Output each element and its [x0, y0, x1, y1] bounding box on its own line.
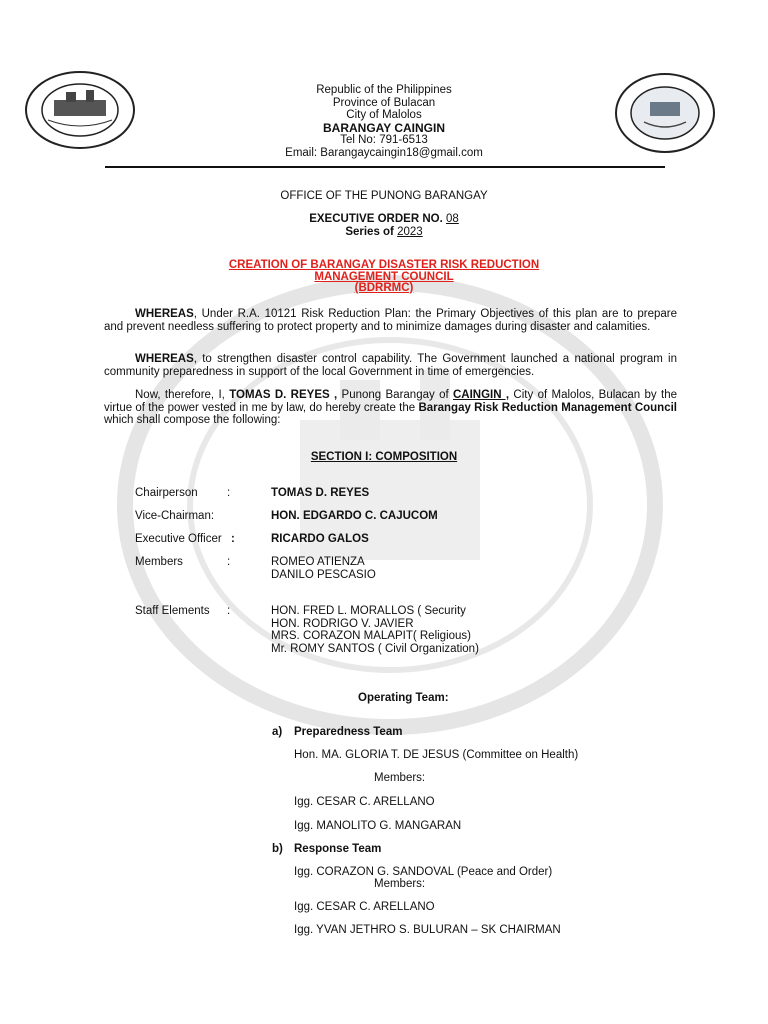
staff-member: Mr. ROMY SANTOS ( Civil Organization) [271, 642, 479, 655]
executive-officer-label: Executive Officer [135, 533, 222, 545]
vice-chairman-name: HON. EDGARDO C. CAJUCOM [271, 510, 438, 522]
section-composition-heading: SECTION I: COMPOSITION [310, 451, 458, 463]
title-line-3: (BDRRMC) [354, 282, 414, 294]
team-letter: b) [272, 843, 283, 855]
member-name: ROMEO ATIENZA [271, 556, 365, 568]
team-b-heading [272, 843, 381, 855]
series-label: Series of [345, 226, 394, 238]
whereas-keyword: WHEREAS [135, 308, 194, 320]
colon: : [231, 533, 235, 545]
staff-list [271, 605, 479, 655]
team-a-members-label: Members: [374, 772, 426, 784]
barangay-name-inline: CAINGIN , [453, 389, 510, 401]
paragraph-text: Now, therefore, I, [135, 389, 230, 401]
order-number: 08 [445, 213, 459, 225]
paragraph-text: , to strengthen disaster control capability. The Government launched a national program in community preparedness in support of the local Government in time of emergencies. [104, 353, 677, 378]
executive-order-heading [0, 213, 768, 239]
team-a-heading [272, 726, 402, 738]
order-title [0, 260, 768, 295]
team-a-member: Igg. CESAR C. ARELLANO [294, 796, 435, 808]
city-line: City of Malolos [346, 109, 422, 121]
vice-chairman-label: Vice-Chairman: [135, 510, 215, 522]
staff-member: HON. FRED L. MORALLOS ( Security [271, 605, 466, 617]
members-list [271, 556, 376, 581]
staff-member: HON. RODRIGO V. JAVIER [271, 617, 414, 630]
team-letter: a) [272, 726, 283, 738]
members-label: Members [135, 556, 183, 568]
member-name: DANILO PESCASIO [271, 568, 376, 581]
telephone-line: Tel No: 791-6513 [340, 134, 428, 146]
letterhead [0, 84, 768, 159]
chairperson-name: TOMAS D. REYES [271, 487, 370, 499]
paragraph-text: Punong Barangay of [337, 389, 453, 401]
operating-team-heading: Operating Team: [358, 692, 449, 704]
order-label: EXECUTIVE ORDER NO. [309, 213, 443, 225]
title-line-1: CREATION OF BARANGAY DISASTER RISK REDUCTION [228, 259, 540, 271]
team-b-member: Igg. CESAR C. ARELLANO [294, 901, 435, 913]
barangay-name: BARANGAY CAINGIN [322, 120, 445, 135]
staff-member: MRS. CORAZON MALAPIT( Religious) [271, 630, 472, 642]
team-a-member: Igg. MANOLITO G. MANGARAN [294, 820, 462, 832]
team-a-head: Hon. MA. GLORIA T. DE JESUS (Committee on Health) [294, 749, 579, 761]
header-divider [105, 166, 665, 168]
email-line: Email: Barangaycaingin18@gmail.com [285, 146, 483, 159]
whereas-keyword: WHEREAS [135, 353, 194, 365]
series-year: 2023 [397, 226, 423, 238]
colon: : [227, 605, 231, 617]
staff-elements-label: Staff Elements [135, 605, 210, 617]
team-b-members-label: Members: [374, 878, 426, 890]
whereas-paragraph-1 [104, 308, 677, 333]
colon: : [227, 487, 231, 499]
title-line-2: MANAGEMENT COUNCIL [314, 270, 454, 283]
executive-officer-name: RICARDO GALOS [271, 533, 369, 545]
team-b-head: Igg. CORAZON G. SANDOVAL (Peace and Order) [294, 866, 553, 878]
council-name: Barangay Risk Reduction Management Council [418, 401, 677, 414]
resolution-paragraph [104, 389, 677, 427]
colon: : [227, 556, 231, 568]
chairperson-label: Chairperson [135, 487, 198, 499]
whereas-paragraph-2 [104, 353, 677, 378]
punong-barangay-name: TOMAS D. REYES , [229, 389, 338, 401]
paragraph-text: City of Malolos, Bulacan by the virtue of the power vested in me by law, do hereby create the [104, 389, 677, 414]
paragraph-text: which shall compose the following: [104, 414, 281, 426]
republic-line: Republic of the Philippines [316, 84, 452, 96]
province-line: Province of Bulacan [332, 96, 436, 109]
team-name: Response Team [294, 843, 382, 855]
office-heading: OFFICE OF THE PUNONG BARANGAY [280, 190, 488, 202]
team-name: Preparedness Team [294, 726, 403, 738]
paragraph-text: , Under R.A. 10121 Risk Reduction Plan: the Primary Objectives of this plan are to prepare and prevent needless suffering to protect property and to minimize damages during disaster and calamities. [104, 308, 677, 333]
team-b-member: Igg. YVAN JETHRO S. BULURAN – SK CHAIRMAN [294, 924, 561, 936]
watermark-seal [110, 270, 670, 740]
